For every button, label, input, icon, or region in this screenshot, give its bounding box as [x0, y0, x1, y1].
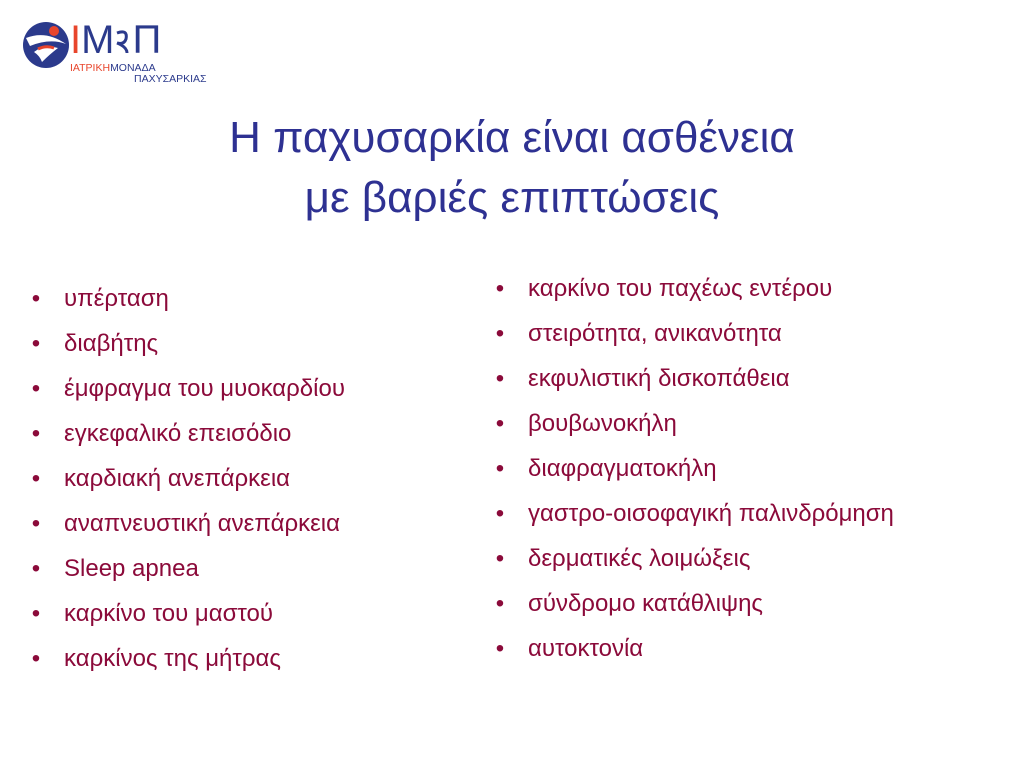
bullet-glyph: •: [31, 285, 41, 312]
bullet-glyph: •: [31, 600, 41, 627]
list-item-text: γαστρο-οισοφαγική παλινδρόμηση: [528, 500, 894, 527]
list-item-text: έμφραγμα του μυοκαρδίου: [64, 375, 345, 402]
bullet-glyph: •: [495, 500, 505, 527]
bullet-glyph: •: [495, 455, 505, 482]
list-item: [490, 536, 1020, 581]
list-item-text: εγκεφαλικό επεισόδιο: [64, 420, 292, 447]
right-bullet-list: [490, 266, 1020, 671]
bullet-glyph: •: [495, 635, 505, 662]
logo-letter-m: Μ: [81, 18, 115, 62]
list-item: [490, 446, 1020, 491]
logo: [20, 18, 220, 85]
list-item-text: στειρότητα, ανικανότητα: [528, 320, 782, 347]
list-item: [490, 491, 1020, 536]
bullet-glyph: •: [31, 555, 41, 582]
list-item-text: διαβήτης: [64, 330, 159, 357]
logo-letter-i: I: [70, 18, 82, 62]
logo-letters: [70, 18, 161, 62]
list-item-text: Sleep apnea: [64, 555, 199, 582]
list-item: [26, 321, 486, 366]
list-item-text: αυτοκτονία: [528, 635, 644, 662]
bullet-glyph: •: [495, 365, 505, 392]
bullet-glyph: •: [495, 545, 505, 572]
list-item: [26, 366, 486, 411]
logo-letter-p: Π: [132, 18, 162, 62]
list-item: [490, 266, 1020, 311]
list-item: [490, 356, 1020, 401]
bullet-glyph: •: [495, 590, 505, 617]
bullet-glyph: •: [495, 275, 505, 302]
list-item-text: διαφραγματοκήλη: [528, 455, 717, 482]
bullet-glyph: •: [495, 320, 505, 347]
list-item: [26, 546, 486, 591]
slide-title-line1: Η παχυσαρκία είναι ασθένεια: [229, 113, 795, 162]
list-item: [490, 581, 1020, 626]
list-item: [26, 276, 486, 321]
logo-figure-icon: [20, 18, 72, 70]
logo-text-iatriki: ΙΑΤΡΙΚΗ: [70, 62, 111, 74]
list-item: [490, 401, 1020, 446]
logo-swirl-icon: [114, 25, 132, 55]
list-item: [490, 311, 1020, 356]
list-item-text: σύνδρομο κατάθλιψης: [528, 590, 763, 617]
logo-subtitle-line2: ΠΑΧΥΣΑΡΚΙΑΣ: [134, 73, 207, 85]
slide-title-line2: με βαριές επιπτώσεις: [304, 173, 720, 222]
list-item: [26, 591, 486, 636]
list-item: [26, 636, 486, 681]
list-item: [26, 411, 486, 456]
list-item: [490, 626, 1020, 671]
list-item-text: εκφυλιστική δισκοπάθεια: [528, 365, 790, 392]
bullet-glyph: •: [31, 330, 41, 357]
bullet-glyph: •: [31, 375, 41, 402]
list-item-text: καρκίνος της μήτρας: [64, 645, 281, 672]
list-item-text: καρδιακή ανεπάρκεια: [64, 465, 291, 492]
list-item: [26, 456, 486, 501]
list-item-text: υπέρταση: [64, 285, 169, 312]
list-item-text: καρκίνο του μαστού: [64, 600, 273, 627]
bullet-glyph: •: [31, 510, 41, 537]
list-item: [26, 501, 486, 546]
list-item-text: αναπνευστική ανεπάρκεια: [64, 510, 340, 537]
list-item-text: καρκίνο του παχέως εντέρου: [528, 275, 833, 302]
logo-text-monada: ΜΟΝΑΔΑ: [110, 62, 156, 74]
bullet-glyph: •: [31, 420, 41, 447]
list-item-text: βουβωνοκήλη: [528, 410, 677, 437]
slide-title: [0, 108, 1024, 228]
left-bullet-list: [26, 276, 486, 681]
bullet-glyph: •: [31, 465, 41, 492]
list-item-text: δερματικές λοιμώξεις: [528, 545, 751, 572]
bullet-glyph: •: [495, 410, 505, 437]
bullet-glyph: •: [31, 645, 41, 672]
